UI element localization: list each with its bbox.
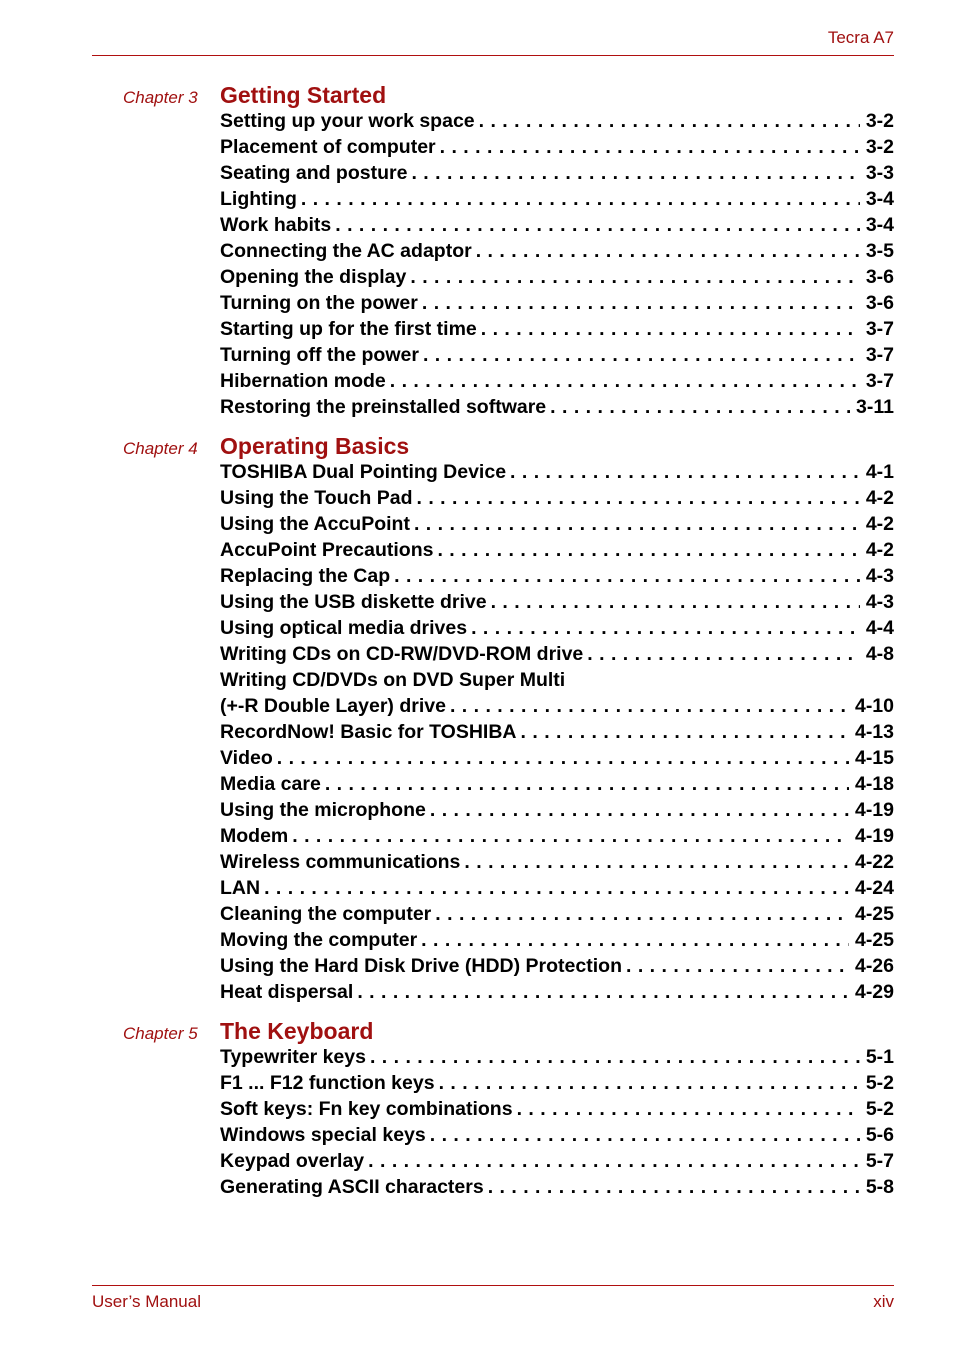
toc-entry-page: 4-19 bbox=[854, 825, 894, 847]
dot-leader bbox=[479, 108, 860, 134]
toc-entry[interactable] bbox=[220, 238, 894, 264]
toc-entry[interactable] bbox=[220, 1044, 894, 1070]
toc-entry-list bbox=[220, 1044, 894, 1200]
dot-leader bbox=[416, 485, 859, 511]
toc-entry-page: 4-22 bbox=[854, 851, 894, 873]
dot-leader bbox=[277, 745, 849, 771]
toc-entry-title: Using the Touch Pad bbox=[220, 487, 413, 509]
toc-entry-title: Restoring the preinstalled software bbox=[220, 396, 547, 418]
toc-entry[interactable] bbox=[220, 823, 894, 849]
toc-entry-title: LAN bbox=[220, 877, 261, 899]
toc-entry-title: Windows special keys bbox=[220, 1124, 426, 1146]
toc-entry[interactable] bbox=[220, 134, 894, 160]
toc-entry[interactable] bbox=[220, 797, 894, 823]
toc-entry[interactable] bbox=[220, 368, 894, 394]
chapter-label: Chapter 4 bbox=[123, 439, 198, 458]
toc-entry-page: 3-4 bbox=[865, 214, 894, 236]
dot-leader bbox=[394, 563, 860, 589]
toc-entry[interactable] bbox=[220, 186, 894, 212]
toc-entry[interactable] bbox=[220, 485, 894, 511]
toc-entry-page: 3-2 bbox=[865, 136, 894, 158]
toc-entry[interactable] bbox=[220, 719, 894, 745]
toc-entry-title: Starting up for the first time bbox=[220, 318, 477, 340]
toc-entry-page: 4-2 bbox=[865, 539, 894, 561]
dot-leader bbox=[325, 771, 849, 797]
toc-entry-title: Writing CD/DVDs on DVD Super Multi bbox=[220, 669, 566, 691]
dot-leader bbox=[264, 875, 849, 901]
toc-entry-title: AccuPoint Precautions bbox=[220, 539, 434, 561]
dot-leader bbox=[471, 615, 860, 641]
toc-entry-page: 5-8 bbox=[865, 1176, 894, 1198]
toc-entry-page: 4-13 bbox=[854, 721, 894, 743]
toc-entry[interactable] bbox=[220, 160, 894, 186]
toc-entry-page: 3-7 bbox=[865, 344, 894, 366]
toc-entry[interactable] bbox=[220, 394, 894, 420]
toc-entry-title: Modem bbox=[220, 825, 289, 847]
toc-entry[interactable] bbox=[220, 342, 894, 368]
toc-entry[interactable] bbox=[220, 667, 894, 693]
toc-entry-page: 4-26 bbox=[854, 955, 894, 977]
toc-entry-page: 5-6 bbox=[865, 1124, 894, 1146]
toc-entry[interactable] bbox=[220, 927, 894, 953]
toc-entry[interactable] bbox=[220, 641, 894, 667]
chapter-label: Chapter 3 bbox=[123, 88, 198, 107]
dot-leader bbox=[292, 823, 849, 849]
toc-entry-page: 3-2 bbox=[865, 110, 894, 132]
toc-entry-title: Video bbox=[220, 747, 273, 769]
toc-entry-title: Using the microphone bbox=[220, 799, 426, 821]
toc-entry-title: Cleaning the computer bbox=[220, 903, 432, 925]
toc-entry[interactable] bbox=[220, 979, 894, 1005]
dot-leader bbox=[437, 537, 859, 563]
dot-leader bbox=[488, 1174, 860, 1200]
toc-entry-page: 3-5 bbox=[865, 240, 894, 262]
chapter-title[interactable]: The Keyboard bbox=[220, 1018, 374, 1044]
toc-entry-page: 3-7 bbox=[865, 370, 894, 392]
dot-leader bbox=[510, 459, 860, 485]
toc-entry-page: 4-1 bbox=[865, 461, 894, 483]
toc-entry-page: 5-2 bbox=[865, 1072, 894, 1094]
dot-leader bbox=[626, 953, 849, 979]
toc-entry-page: 3-7 bbox=[865, 318, 894, 340]
dot-leader bbox=[430, 1122, 860, 1148]
toc-entry-page: 4-19 bbox=[854, 799, 894, 821]
toc-entry[interactable] bbox=[220, 1096, 894, 1122]
toc-entry[interactable] bbox=[220, 290, 894, 316]
toc-entry-title: Using the Hard Disk Drive (HDD) Protection bbox=[220, 955, 622, 977]
dot-leader bbox=[481, 316, 860, 342]
toc-entry[interactable] bbox=[220, 108, 894, 134]
toc-entry-page: 3-11 bbox=[856, 396, 894, 418]
toc-entry-title: F1 ... F12 function keys bbox=[220, 1072, 435, 1094]
toc-entry-title: Turning off the power bbox=[220, 344, 419, 366]
toc-entry-title: Turning on the power bbox=[220, 292, 418, 314]
toc-entry[interactable] bbox=[220, 511, 894, 537]
toc-entry[interactable] bbox=[220, 849, 894, 875]
footer-rule bbox=[92, 1285, 894, 1286]
dot-leader bbox=[411, 160, 859, 186]
toc-entry-title: Placement of computer bbox=[220, 136, 436, 158]
toc-entry-page: 3-6 bbox=[865, 292, 894, 314]
toc-entry-title: Opening the display bbox=[220, 266, 407, 288]
toc-entry-title: Typewriter keys bbox=[220, 1046, 366, 1068]
toc-entry-title: Work habits bbox=[220, 214, 332, 236]
toc-entry-page: 4-15 bbox=[854, 747, 894, 769]
toc-entry-list bbox=[220, 108, 894, 420]
dot-leader bbox=[423, 342, 860, 368]
dot-leader bbox=[335, 212, 860, 238]
dot-leader bbox=[370, 1044, 860, 1070]
toc-entry-title: Replacing the Cap bbox=[220, 565, 391, 587]
toc-entry-page: 4-24 bbox=[854, 877, 894, 899]
toc-entry-title: Using the AccuPoint bbox=[220, 513, 410, 535]
dot-leader bbox=[357, 979, 849, 1005]
toc-entry-title: Lighting bbox=[220, 188, 297, 210]
toc-entry[interactable] bbox=[220, 1070, 894, 1096]
toc-entry-page: 4-29 bbox=[854, 981, 894, 1003]
toc-entry[interactable] bbox=[220, 1174, 894, 1200]
toc-entry-title: Connecting the AC adaptor bbox=[220, 240, 472, 262]
toc-entry-page: 5-1 bbox=[865, 1046, 894, 1068]
toc-entry-title: TOSHIBA Dual Pointing Device bbox=[220, 461, 507, 483]
dot-leader bbox=[440, 134, 860, 160]
header-title: Tecra A7 bbox=[827, 28, 894, 47]
toc-entry[interactable] bbox=[220, 745, 894, 771]
dot-leader bbox=[430, 797, 849, 823]
footer-page-number: xiv bbox=[873, 1292, 894, 1311]
toc-entry-page: 4-2 bbox=[865, 513, 894, 535]
dot-leader bbox=[410, 264, 859, 290]
toc-entry[interactable] bbox=[220, 316, 894, 342]
footer-manual-title: User’s Manual bbox=[92, 1292, 201, 1311]
toc-entry-page: 4-4 bbox=[865, 617, 894, 639]
toc-entry-page: 4-25 bbox=[854, 903, 894, 925]
toc-entry-page: 3-6 bbox=[865, 266, 894, 288]
dot-leader bbox=[390, 368, 860, 394]
dot-leader bbox=[422, 290, 860, 316]
header-rule bbox=[92, 55, 894, 56]
toc-entry-page: 4-3 bbox=[865, 591, 894, 613]
toc-entry-title: Moving the computer bbox=[220, 929, 418, 951]
toc-entry[interactable] bbox=[220, 537, 894, 563]
toc-entry-page: 4-18 bbox=[854, 773, 894, 795]
dot-leader bbox=[491, 589, 860, 615]
toc-entry[interactable] bbox=[220, 953, 894, 979]
toc-entry-title: Using optical media drives bbox=[220, 617, 468, 639]
dot-leader bbox=[464, 849, 849, 875]
dot-leader bbox=[439, 1070, 860, 1096]
toc-entry-title: Using the USB diskette drive bbox=[220, 591, 487, 613]
toc-entry[interactable] bbox=[220, 875, 894, 901]
dot-leader bbox=[587, 641, 860, 667]
toc-entry[interactable] bbox=[220, 264, 894, 290]
toc-entry-list bbox=[220, 459, 894, 1005]
dot-leader bbox=[435, 901, 849, 927]
toc-entry-page: 4-3 bbox=[865, 565, 894, 587]
toc-entry[interactable] bbox=[220, 615, 894, 641]
toc-entry-title: Setting up your work space bbox=[220, 110, 475, 132]
dot-leader bbox=[521, 719, 849, 745]
toc-entry-page: 4-25 bbox=[854, 929, 894, 951]
toc-entry[interactable] bbox=[220, 563, 894, 589]
toc-entry-title: Generating ASCII characters bbox=[220, 1176, 484, 1198]
chapter-title[interactable]: Operating Basics bbox=[220, 433, 410, 459]
toc-entry-title: Hibernation mode bbox=[220, 370, 386, 392]
dot-leader bbox=[517, 1096, 860, 1122]
toc-entry-title: Heat dispersal bbox=[220, 981, 354, 1003]
dot-leader bbox=[476, 238, 860, 264]
toc-entry-page: 4-10 bbox=[854, 695, 894, 717]
toc-entry-title: Soft keys: Fn key combinations bbox=[220, 1098, 513, 1120]
dot-leader bbox=[450, 693, 849, 719]
chapter-label: Chapter 5 bbox=[123, 1024, 198, 1043]
toc-entry-page: 5-2 bbox=[865, 1098, 894, 1120]
toc-entry[interactable] bbox=[220, 693, 894, 719]
toc-entry[interactable] bbox=[220, 1148, 894, 1174]
dot-leader bbox=[421, 927, 849, 953]
toc-entry-title: (+-R Double Layer) drive bbox=[220, 695, 446, 717]
dot-leader bbox=[550, 394, 850, 420]
toc-entry[interactable] bbox=[220, 771, 894, 797]
chapter-title[interactable]: Getting Started bbox=[220, 82, 387, 108]
toc-entry-page: 4-2 bbox=[865, 487, 894, 509]
toc-entry-title: Wireless communications bbox=[220, 851, 461, 873]
toc-entry-page: 3-4 bbox=[865, 188, 894, 210]
toc-entry-page: 5-7 bbox=[865, 1150, 894, 1172]
toc-entry[interactable] bbox=[220, 459, 894, 485]
toc-entry-title: Writing CDs on CD-RW/DVD-ROM drive bbox=[220, 643, 584, 665]
dot-leader bbox=[368, 1148, 860, 1174]
toc-entry[interactable] bbox=[220, 212, 894, 238]
toc-entry-title: RecordNow! Basic for TOSHIBA bbox=[220, 721, 517, 743]
toc-entry-page: 3-3 bbox=[865, 162, 894, 184]
toc-entry-title: Keypad overlay bbox=[220, 1150, 365, 1172]
toc-entry-title: Media care bbox=[220, 773, 321, 795]
toc-entry-title: Seating and posture bbox=[220, 162, 408, 184]
toc-entry-page: 4-8 bbox=[865, 643, 894, 665]
toc-entry[interactable] bbox=[220, 901, 894, 927]
dot-leader bbox=[301, 186, 860, 212]
dot-leader bbox=[414, 511, 860, 537]
toc-entry[interactable] bbox=[220, 1122, 894, 1148]
toc-entry[interactable] bbox=[220, 589, 894, 615]
